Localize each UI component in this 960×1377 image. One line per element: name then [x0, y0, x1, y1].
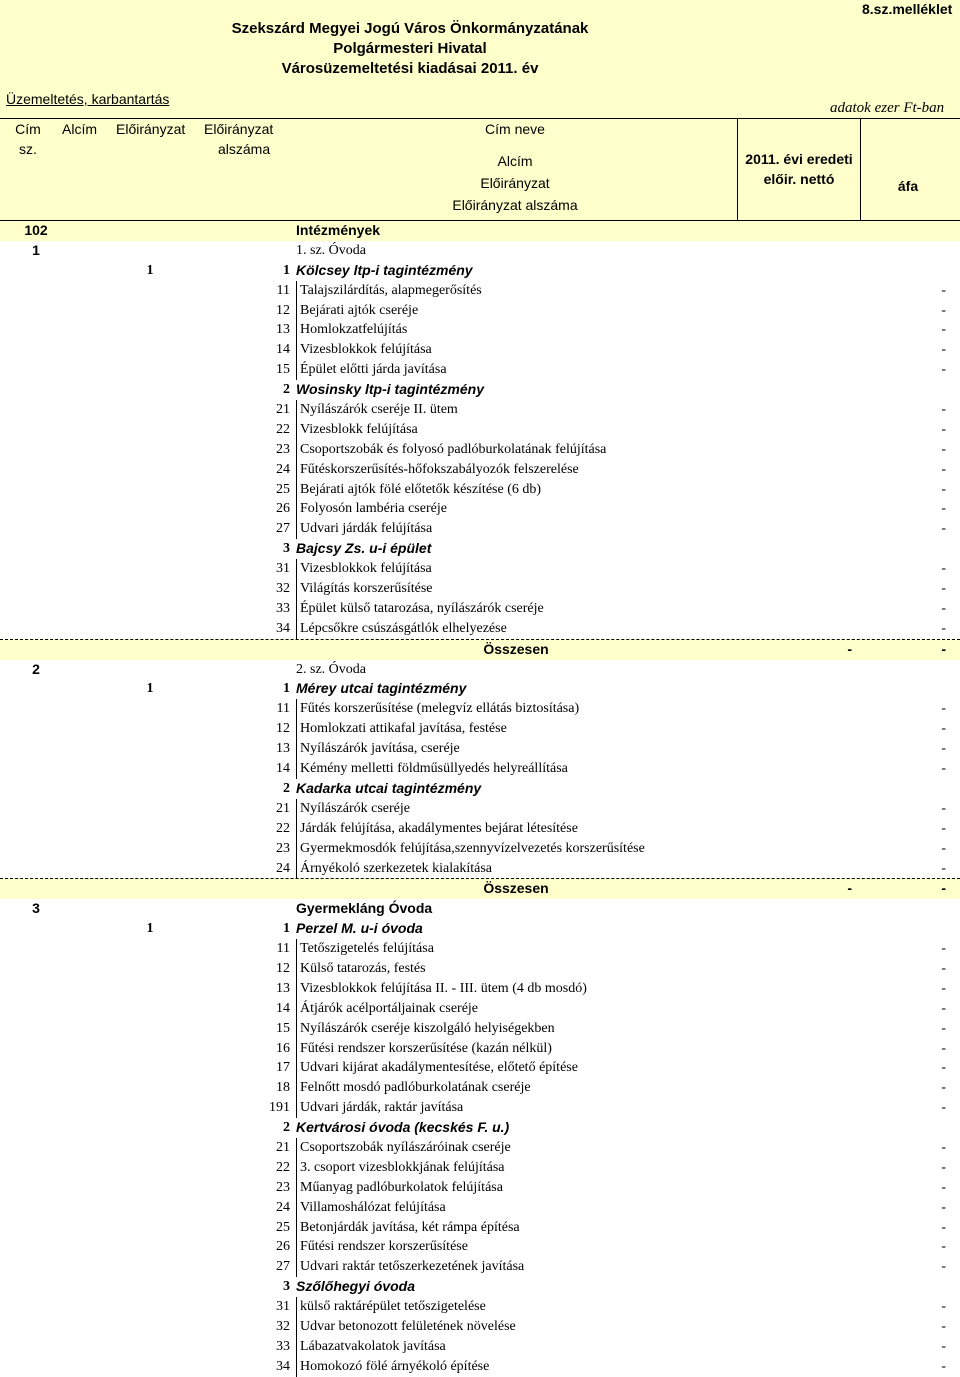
cell-c3: 33 [276, 1338, 290, 1354]
cell-c3: 31 [276, 1299, 290, 1315]
cell-c6: - [941, 980, 946, 996]
col-eloiranyzat-2: Előirányzat [204, 121, 274, 137]
cell-c3: 21 [276, 1139, 290, 1155]
table-row [0, 1058, 960, 1078]
cell-c3: 34 [276, 1358, 290, 1374]
cell-c4: Vizesblokkok felújítása II. - III. ütem (4 db mosdó) [296, 979, 740, 999]
cell-c6: - [941, 1239, 946, 1255]
cell-c4: Felnőtt mosdó padlóburkolatának cseréje [296, 1078, 740, 1098]
cell-c6: - [941, 840, 946, 856]
cell-c3: 12 [276, 302, 290, 318]
table-row [0, 1337, 960, 1357]
cell-c4: Összesen [483, 640, 549, 657]
cell-c4: Udvari járdák felújítása [296, 519, 740, 539]
cell-c3: 13 [276, 741, 290, 757]
cell-c1: 3 [32, 900, 40, 917]
table-row [0, 1297, 960, 1317]
cell-c4: Homlokzatfelújítás [296, 320, 740, 340]
table-row [0, 1138, 960, 1158]
cell-c6: - [941, 581, 946, 597]
cell-c3: 17 [276, 1060, 290, 1076]
cell-c3: 21 [276, 800, 290, 816]
cell-c3: 24 [276, 1199, 290, 1215]
cell-c4: Betonjárdák javítása, két rámpa építésa [296, 1218, 740, 1238]
cell-c3: 14 [276, 1000, 290, 1016]
header-divider-1 [737, 118, 738, 220]
cell-c3: 22 [276, 421, 290, 437]
cell-c6: - [941, 761, 946, 777]
table-row [0, 719, 960, 739]
table-row [0, 1277, 960, 1297]
cell-c4: Vizesblokkok felújítása [296, 559, 740, 579]
cell-c4: Wosinsky ltp-i tagintézmény [296, 381, 484, 398]
table-row [0, 480, 960, 500]
cell-c3: 13 [276, 322, 290, 338]
cell-c6: - [941, 521, 946, 537]
table-row [0, 360, 960, 380]
cell-c3: 2 [283, 382, 290, 398]
cell-c3: 12 [276, 721, 290, 737]
cell-c4: Udvari raktár tetőszerkezetének javítása [296, 1257, 740, 1277]
cell-c4: 3. csoport vizesblokkjának felújítása [296, 1158, 740, 1178]
cell-c3: 32 [276, 1318, 290, 1334]
cell-c4: Lábazatvakolatok javítása [296, 1337, 740, 1357]
col-eredeti-1: 2011. évi eredeti [745, 151, 853, 167]
cell-c4: Járdák felújítása, akadálymentes bejárat létesítése [296, 819, 740, 839]
cell-c4: Kadarka utcai tagintézmény [296, 779, 482, 796]
cell-c4: külső raktárépület tetőszigetelése [296, 1297, 740, 1317]
cell-c4: Mérey utcai tagintézmény [296, 680, 467, 697]
cell-c4: Fűtés korszerűsítése (melegvíz ellátás biztosítása) [296, 699, 740, 719]
table-row [0, 919, 960, 939]
cell-c4: Talajszilárdítás, alapmegerősítés [296, 281, 740, 301]
cell-c1: 1 [32, 241, 40, 258]
table-row [0, 400, 960, 420]
table-row [0, 779, 960, 799]
cell-c4: Kémény melletti földműsüllyedés helyreállítása [296, 759, 740, 779]
cell-c6: - [941, 282, 946, 298]
cell-c6: - [941, 302, 946, 318]
table-row [0, 1317, 960, 1337]
cell-c3: 25 [276, 481, 290, 497]
cell-c4: Világítás korszerűsítése [296, 579, 740, 599]
cell-c3: 1 [283, 921, 290, 937]
cell-c6: - [941, 1020, 946, 1036]
cell-c3: 33 [276, 600, 290, 616]
cell-c2: 1 [146, 921, 154, 937]
cell-c4: Átjárók acélportáljainak cseréje [296, 999, 740, 1019]
table-row [0, 1198, 960, 1218]
table-row [0, 979, 960, 999]
cell-c3: 25 [276, 1219, 290, 1235]
cell-c6: - [941, 1338, 946, 1354]
table-row [0, 320, 960, 340]
cell-c4: Homlokzati attikafal javítása, festése [296, 719, 740, 739]
col-cim-neve: Cím neve [485, 121, 545, 137]
cell-c3: 11 [276, 941, 290, 957]
table-row [0, 221, 960, 241]
cell-c3: 14 [276, 342, 290, 358]
table-row [0, 460, 960, 480]
cell-c6: - [941, 600, 946, 616]
cell-c5: - [847, 640, 852, 657]
attachment-label: 8.sz.melléklet [862, 1, 953, 17]
cell-c6: - [941, 941, 946, 957]
cell-c6: - [941, 721, 946, 737]
table-row [0, 619, 960, 639]
cell-c3: 12 [276, 960, 290, 976]
cell-c3: 11 [276, 282, 290, 298]
cell-c4: Összesen [483, 880, 549, 897]
cell-c6: - [941, 1259, 946, 1275]
cell-c3: 3 [283, 1279, 290, 1295]
cell-c4: Nyílászárók cseréje II. ütem [296, 400, 740, 420]
table-row [0, 1118, 960, 1138]
cell-c6: - [941, 322, 946, 338]
cell-c6: - [941, 1318, 946, 1334]
total-row [0, 878, 960, 899]
cell-c2: 1 [146, 681, 154, 697]
table-row [0, 839, 960, 859]
cell-c4: Nyílászárók cseréje [296, 799, 740, 819]
cell-c6: - [941, 701, 946, 717]
cell-c6: - [941, 421, 946, 437]
cell-c4: Kölcsey ltp-i tagintézmény [296, 261, 473, 278]
cell-c3: 23 [276, 840, 290, 856]
cell-c4: Csoportszobák nyílászáróinak cseréje [296, 1138, 740, 1158]
cell-c6: - [941, 362, 946, 378]
col-alcim: Alcím [62, 121, 97, 137]
cell-c6: - [941, 1040, 946, 1056]
cell-c6: - [941, 620, 946, 636]
cell-c5: - [847, 880, 852, 897]
table-row [0, 899, 960, 919]
cell-c4: Csoportszobák és folyosó padlóburkolatának felújítása [296, 440, 740, 460]
cell-c6: - [941, 1358, 946, 1374]
cell-c4: Árnyékoló szerkezetek kialakítása [296, 859, 740, 879]
cell-c6: - [941, 820, 946, 836]
table-row [0, 1039, 960, 1059]
table-row [0, 1158, 960, 1178]
table-row [0, 939, 960, 959]
cell-c4: Bajcsy Zs. u-i épület [296, 540, 432, 557]
table-row [0, 959, 960, 979]
cell-c4: Perzel M. u-i óvoda [296, 920, 423, 937]
cell-c3: 26 [276, 1239, 290, 1255]
cell-c6: - [941, 1299, 946, 1315]
table-row [0, 519, 960, 539]
table-row [0, 340, 960, 360]
table-row [0, 799, 960, 819]
cell-c6: - [941, 860, 946, 876]
cell-c3: 3 [283, 541, 290, 557]
cell-c6: - [941, 960, 946, 976]
table-row [0, 599, 960, 619]
cell-c6: - [941, 800, 946, 816]
cell-c4: Vizesblokk felújítása [296, 420, 740, 440]
table-row [0, 999, 960, 1019]
cell-c3: 15 [276, 1020, 290, 1036]
section-title: Üzemeltetés, karbantartás [6, 91, 170, 107]
cell-c3: 1 [283, 681, 290, 697]
table-row [0, 261, 960, 281]
cell-c4: Homokozó fölé árnyékoló építése [296, 1357, 740, 1377]
cell-c4: Épület külső tatarozása, nyílászárók cseréje [296, 599, 740, 619]
cell-c4: Nyílászárók cseréje kiszolgáló helyiségekben [296, 1019, 740, 1039]
table-row [0, 1019, 960, 1039]
cell-c6: - [941, 1139, 946, 1155]
cell-c3: 13 [276, 980, 290, 996]
cell-c3: 26 [276, 501, 290, 517]
table-row [0, 1237, 960, 1257]
cell-c3: 32 [276, 581, 290, 597]
cell-c4: Épület előtti járda javítása [296, 360, 740, 380]
cell-c6: - [941, 402, 946, 418]
cell-c2: 1 [146, 262, 154, 278]
cell-c3: 34 [276, 620, 290, 636]
title-line-3: Városüzemeltetési kiadásai 2011. év [281, 60, 539, 77]
col-eloiranyzat-alszama: Előirányzat alszáma [452, 197, 578, 213]
title-line-1: Szekszárd Megyei Jogú Város Önkormányzatának [231, 20, 589, 37]
cell-c3: 24 [276, 860, 290, 876]
cell-c3: 31 [276, 561, 290, 577]
cell-c4: 1. sz. Óvoda [296, 242, 366, 258]
table-row [0, 1218, 960, 1238]
cell-c3: 21 [276, 402, 290, 418]
cell-c4: Intézmények [296, 222, 381, 238]
cell-c4: Udvar betonozott felületének növelése [296, 1317, 740, 1337]
table-row [0, 1357, 960, 1377]
cell-c4: Fűtéskorszerűsítés-hőfokszabályozók felszerelése [296, 460, 740, 480]
cell-c6: - [941, 441, 946, 457]
cell-c4: Gyermekláng Óvoda [296, 900, 433, 917]
table-row [0, 699, 960, 719]
cell-c4: Bejárati ajtók cseréje [296, 301, 740, 321]
cell-c3: 22 [276, 1159, 290, 1175]
cell-c4: Nyílászárók javítása, cseréje [296, 739, 740, 759]
table-row [0, 241, 960, 261]
col-eredeti-2: előir. nettó [763, 171, 835, 187]
table-row [0, 679, 960, 699]
table-row [0, 579, 960, 599]
cell-c6: - [941, 1080, 946, 1096]
cell-c4: Szőlőhegyi óvoda [296, 1278, 416, 1295]
cell-c6: - [941, 501, 946, 517]
col-cim: Cím [15, 121, 41, 137]
cell-c3: 18 [276, 1080, 290, 1096]
table-row [0, 1257, 960, 1277]
cell-c6: - [941, 640, 946, 657]
cell-c3: 14 [276, 761, 290, 777]
table-row [0, 1178, 960, 1198]
cell-c3: 191 [269, 1100, 290, 1116]
table-row [0, 420, 960, 440]
col-eloiranyzat: Előirányzat [116, 121, 186, 137]
cell-c4: Kertvárosi óvoda (kecskés F. u.) [296, 1119, 510, 1136]
col-alszama: alszáma [218, 141, 271, 157]
table-row [0, 859, 960, 879]
cell-c4: Vizesblokkok felújítása [296, 340, 740, 360]
cell-c6: - [941, 1219, 946, 1235]
table-row [0, 819, 960, 839]
table-row [0, 739, 960, 759]
table-row [0, 1078, 960, 1098]
table-row [0, 281, 960, 301]
cell-c4: Műanyag padlóburkolatok felújítása [296, 1178, 740, 1198]
cell-c6: - [941, 1199, 946, 1215]
total-row [0, 639, 960, 660]
cell-c6: - [941, 1179, 946, 1195]
cell-c6: - [941, 461, 946, 477]
cell-c6: - [941, 1000, 946, 1016]
cell-c6: - [941, 1060, 946, 1076]
cell-c3: 16 [276, 1040, 290, 1056]
cell-c3: 2 [283, 1120, 290, 1136]
cell-c4: 2. sz. Óvoda [296, 661, 366, 677]
cell-c4: Folyosón lambéria cseréje [296, 499, 740, 519]
table-row [0, 759, 960, 779]
cell-c4: Udvari járdák, raktár javítása [296, 1098, 740, 1118]
cell-c3: 2 [283, 780, 290, 796]
table-row [0, 440, 960, 460]
table-row [0, 1098, 960, 1118]
cell-c4: Külső tatarozás, festés [296, 959, 740, 979]
cell-c3: 23 [276, 1179, 290, 1195]
cell-c4: Lépcsőkre csúszásgátlók elhelyezése [296, 619, 740, 639]
cell-c6: - [941, 1100, 946, 1116]
cell-c3: 27 [276, 521, 290, 537]
cell-c4: Gyermekmosdók felújítása,szennyvízelvezetés korszerűsítése [296, 839, 740, 859]
cell-c1: 2 [32, 660, 40, 677]
cell-c3: 22 [276, 820, 290, 836]
cell-c1: 102 [24, 222, 48, 238]
table-row [0, 380, 960, 400]
header-rule-top [0, 118, 960, 119]
col-eloiranyzat-3: Előirányzat [480, 175, 550, 191]
cell-c4: Bejárati ajtók fölé előtetők készítése (6 db) [296, 480, 740, 500]
table-row [0, 559, 960, 579]
cell-c6: - [941, 561, 946, 577]
cell-c4: Tetőszigetelés felújítása [296, 939, 740, 959]
cell-c4: Villamoshálózat felújítása [296, 1198, 740, 1218]
table-row [0, 499, 960, 519]
cell-c3: 27 [276, 1259, 290, 1275]
table-row [0, 539, 960, 559]
cell-c6: - [941, 880, 946, 897]
cell-c6: - [941, 481, 946, 497]
budget-table [0, 221, 960, 1377]
cell-c4: Fűtési rendszer korszerűsítése (kazán nélkül) [296, 1039, 740, 1059]
title-line-2: Polgármesteri Hivatal [333, 40, 487, 57]
col-alcim-2: Alcím [497, 153, 533, 169]
cell-c3: 24 [276, 461, 290, 477]
units-label: adatok ezer Ft-ban [830, 100, 945, 116]
col-afa: áfa [897, 178, 919, 194]
cell-c3: 1 [283, 262, 290, 278]
cell-c6: - [941, 741, 946, 757]
cell-c6: - [941, 1159, 946, 1175]
table-row [0, 301, 960, 321]
cell-c3: 11 [276, 701, 290, 717]
col-sz: sz. [19, 141, 37, 157]
cell-c3: 15 [276, 362, 290, 378]
header-divider-2 [860, 118, 861, 220]
cell-c3: 23 [276, 441, 290, 457]
table-row [0, 660, 960, 680]
cell-c4: Udvari kijárat akadálymentesítése, előtető építése [296, 1058, 740, 1078]
cell-c4: Fűtési rendszer korszerűsítése [296, 1237, 740, 1257]
cell-c6: - [941, 342, 946, 358]
